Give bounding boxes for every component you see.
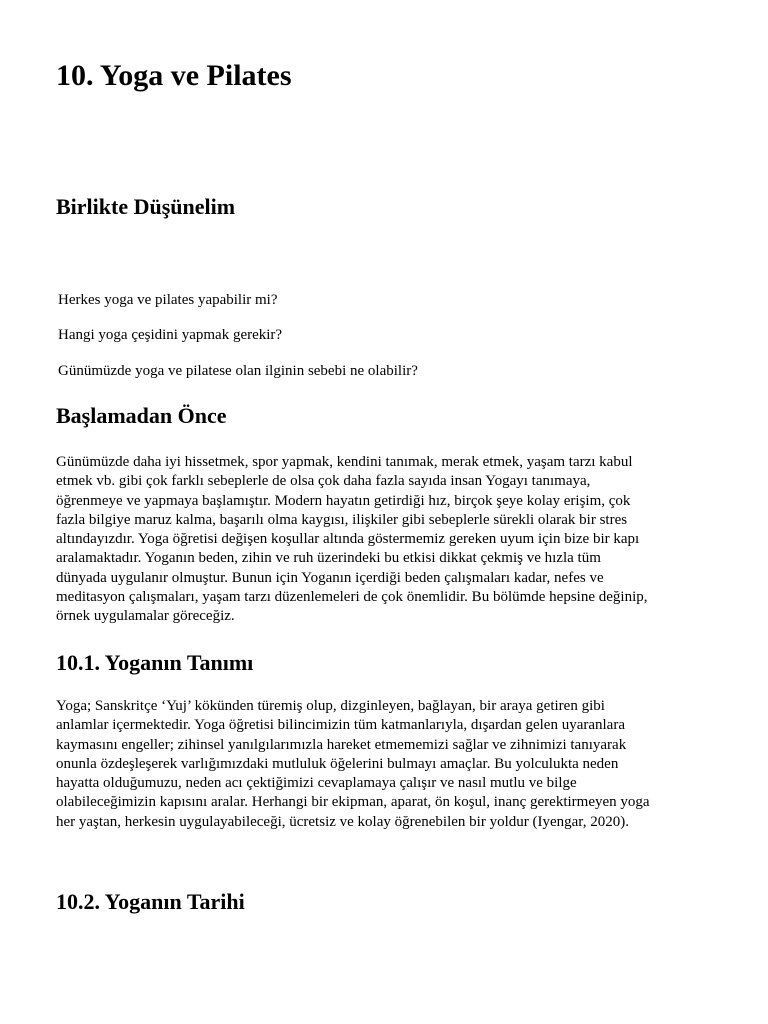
paragraph-line: fazla bilgiye maruz kalma, başarılı olma kaygısı, ilişkiler gibi sebeplerle sürekli olarak bir stres <box>56 511 628 528</box>
paragraph-line: anlamlar içermektedir. Yoga öğretisi bilincimizin tüm katmanlarıyla, dışardan gelen uyaranlara <box>56 717 625 734</box>
chapter-title: 10. Yoga ve Pilates <box>56 59 292 92</box>
paragraph-line: her yaştan, herkesin uygulayabileceği, ücretsiz ve kolay öğrenebilen bir yoldur (Iyengar, 2020). <box>56 813 629 830</box>
paragraph-line: hayatta olduğumuzu, neden acı çektiğimizi cevaplamaya çalışır ve nasıl mutlu ve bilge <box>56 775 577 792</box>
paragraph-line: örnek uygulamalar göreceğiz. <box>56 608 235 625</box>
paragraph-line: meditasyon çalışmaları, yaşam tarzı düzenlemeleri de çok önemlidir. Bu bölümde hepsine değinip, <box>56 589 648 606</box>
paragraph-line: dünyada uygulanır olmuştur. Bunun için Yoganın içerdiği beden çalışmaları kadar, nefes ve <box>56 569 604 586</box>
think-together-heading: Birlikte Düşünelim <box>56 194 236 219</box>
section-yoga-history-heading: 10.2. Yoganın Tarihi <box>56 889 245 914</box>
paragraph-line: etmek vb. gibi çok farklı sebeplerle de olsa çok daha fazla sayıda insan Yogayı tanımaya, <box>56 473 591 490</box>
question-3: Günümüzde yoga ve pilatese olan ilginin sebebi ne olabilir? <box>58 363 418 379</box>
paragraph-line: öğrenmeye ve yapmaya başlamıştır. Modern hayatın getirdiği hız, birçok şeye kolay erişim, çok <box>56 492 631 509</box>
paragraph-line: Günümüzde daha iyi hissetmek, spor yapmak, kendini tanımak, merak etmek, yaşam tarzı kabul <box>56 454 633 470</box>
section-yoga-definition-heading: 10.1. Yoganın Tanımı <box>56 650 254 675</box>
paragraph-line: olabileceğimizin kapısını aralar. Herhangi bir ekipman, aparat, ön koşul, inanç gerektirmeyen yoga <box>56 794 650 811</box>
paragraph-line: onunla özdeşleşerek varlığımızdaki mutluluk öğelerini bulmayı amaçlar. Bu yolculukta neden <box>56 755 619 772</box>
paragraph-line: aralamaktadır. Yoganın beden, zihin ve ruh üzerindeki bu etkisi dikkat çekmiş ve hızla tüm <box>56 550 601 567</box>
paragraph-line: kaymasını engeller; zihinsel yanılgılarımızla hareket etmememizi sağlar ve zihnimizi tanıyarak <box>56 736 627 753</box>
paragraph-line: altındayızdır. Yoga öğretisi değişen koşullar altında göstermemiz gereken uyum için bize bir kapı <box>56 531 640 548</box>
yoga-definition-paragraph <box>56 697 716 832</box>
before-starting-heading: Başlamadan Önce <box>56 403 227 428</box>
question-2: Hangi yoga çeşidini yapmak gerekir? <box>58 327 283 343</box>
paragraph-line: Yoga; Sanskritçe ‘Yuj’ kökünden türemiş olup, dizginleyen, bağlayan, bir araya getiren gibi <box>56 698 605 714</box>
question-1: Herkes yoga ve pilates yapabilir mi? <box>58 292 278 308</box>
before-starting-paragraph <box>56 453 716 627</box>
